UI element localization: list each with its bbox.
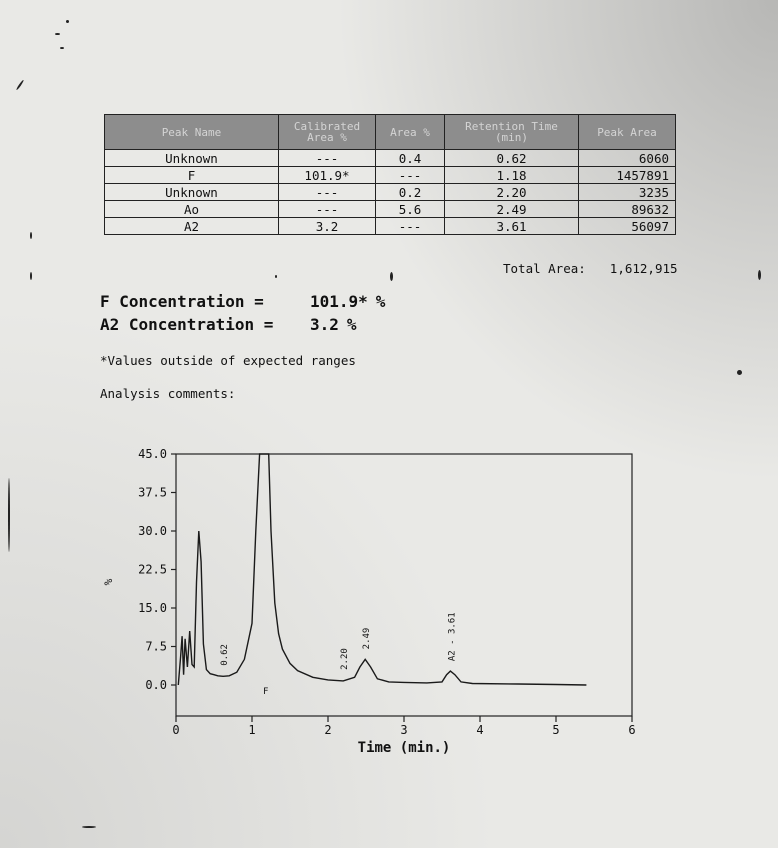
footnote: *Values outside of expected ranges <box>100 353 356 368</box>
concentration-unit: % <box>375 292 386 311</box>
y-axis <box>138 447 176 692</box>
scan-speck <box>30 272 32 280</box>
table-cell: 101.9* <box>279 167 376 184</box>
table-cell: 3235 <box>579 184 676 201</box>
concentration-unit: % <box>346 315 357 334</box>
scan-speck <box>737 370 742 375</box>
table-header-row <box>105 115 676 150</box>
table-cell: --- <box>279 201 376 218</box>
y-tick-label: 37.5 <box>138 485 167 500</box>
table-cell: 6060 <box>579 150 676 167</box>
table-cell: --- <box>376 218 445 235</box>
scan-speck <box>758 270 761 280</box>
scan-speck <box>55 33 60 35</box>
table-cell: 0.2 <box>376 184 445 201</box>
table-cell: 0.62 <box>445 150 579 167</box>
peak-marker-f: F <box>263 687 269 697</box>
table-cell: --- <box>279 150 376 167</box>
x-tick-label: 1 <box>248 723 256 737</box>
y-tick-label: 30.0 <box>138 524 167 538</box>
scan-speck <box>275 275 277 278</box>
table-cell: --- <box>376 167 445 184</box>
y-tick-label: 45.0 <box>138 447 167 461</box>
y-tick-label: 0.0 <box>145 678 167 692</box>
x-tick-label: 6 <box>628 723 636 737</box>
column-header: Peak Area <box>579 115 676 150</box>
table-cell: 3.61 <box>445 218 579 235</box>
concentration-label: A2 Concentration = <box>100 315 274 334</box>
total-area <box>503 261 678 276</box>
table-cell: --- <box>279 184 376 201</box>
scan-speck <box>60 47 64 49</box>
table-row <box>105 201 676 218</box>
table-cell: 0.4 <box>376 150 445 167</box>
peak-labels <box>220 612 457 670</box>
total-area-label: Total Area: <box>503 261 586 276</box>
chromatogram-chart <box>0 430 778 760</box>
peak-table <box>104 114 676 235</box>
column-header: Retention Time (min) <box>445 115 579 150</box>
concentration-label: F Concentration = <box>100 292 264 311</box>
table-cell: A2 <box>105 218 279 235</box>
y-axis-label: % <box>102 578 115 586</box>
table-cell: 1457891 <box>579 167 676 184</box>
x-tick-label: 4 <box>476 723 484 737</box>
peak-label: 2.49 <box>362 627 373 650</box>
y-tick-label: 7.5 <box>145 639 167 654</box>
analysis-comments-label: Analysis comments: <box>100 386 236 401</box>
table-cell: 1.18 <box>445 167 579 184</box>
x-tick-label: 5 <box>552 723 560 737</box>
table-cell: F <box>105 167 279 184</box>
y-tick-label: 22.5 <box>138 562 167 577</box>
column-header: Calibrated Area % <box>279 115 376 150</box>
table-row <box>105 184 676 201</box>
x-axis-label: Time (min.) <box>357 740 451 756</box>
scan-speck <box>82 826 96 828</box>
a2-concentration <box>100 315 357 334</box>
table-cell: 2.20 <box>445 184 579 201</box>
chromatogram-trace <box>178 454 586 685</box>
table-row <box>105 218 676 235</box>
concentration-value: 101.9* <box>310 292 368 311</box>
table-row <box>105 167 676 184</box>
x-tick-label: 0 <box>172 723 180 737</box>
scan-speck <box>30 232 32 239</box>
table-cell: 56097 <box>579 218 676 235</box>
peak-label: 2.20 <box>340 648 351 670</box>
table-cell: 5.6 <box>376 201 445 218</box>
plot-frame <box>176 454 632 716</box>
column-header: Peak Name <box>105 115 279 150</box>
table-cell: 89632 <box>579 201 676 218</box>
scan-speck <box>66 20 69 23</box>
table-cell: Unknown <box>105 150 279 167</box>
scan-speck <box>16 80 25 91</box>
table-cell: 3.2 <box>279 218 376 235</box>
x-tick-label: 2 <box>324 723 332 737</box>
x-tick-label: 3 <box>400 723 408 737</box>
f-concentration <box>100 292 385 311</box>
peak-label: 0.62 <box>220 644 231 666</box>
table-cell: Ao <box>105 201 279 218</box>
concentration-value: 3.2 <box>310 315 339 334</box>
column-header: Area % <box>376 115 445 150</box>
table-cell: Unknown <box>105 184 279 201</box>
x-axis <box>172 716 635 737</box>
scan-speck <box>390 272 393 281</box>
y-tick-label: 15.0 <box>138 601 167 615</box>
peak-label: A2 - 3.61 <box>447 612 458 662</box>
total-area-value: 1,612,915 <box>609 261 678 276</box>
table-cell: 2.49 <box>445 201 579 218</box>
table-row <box>105 150 676 167</box>
